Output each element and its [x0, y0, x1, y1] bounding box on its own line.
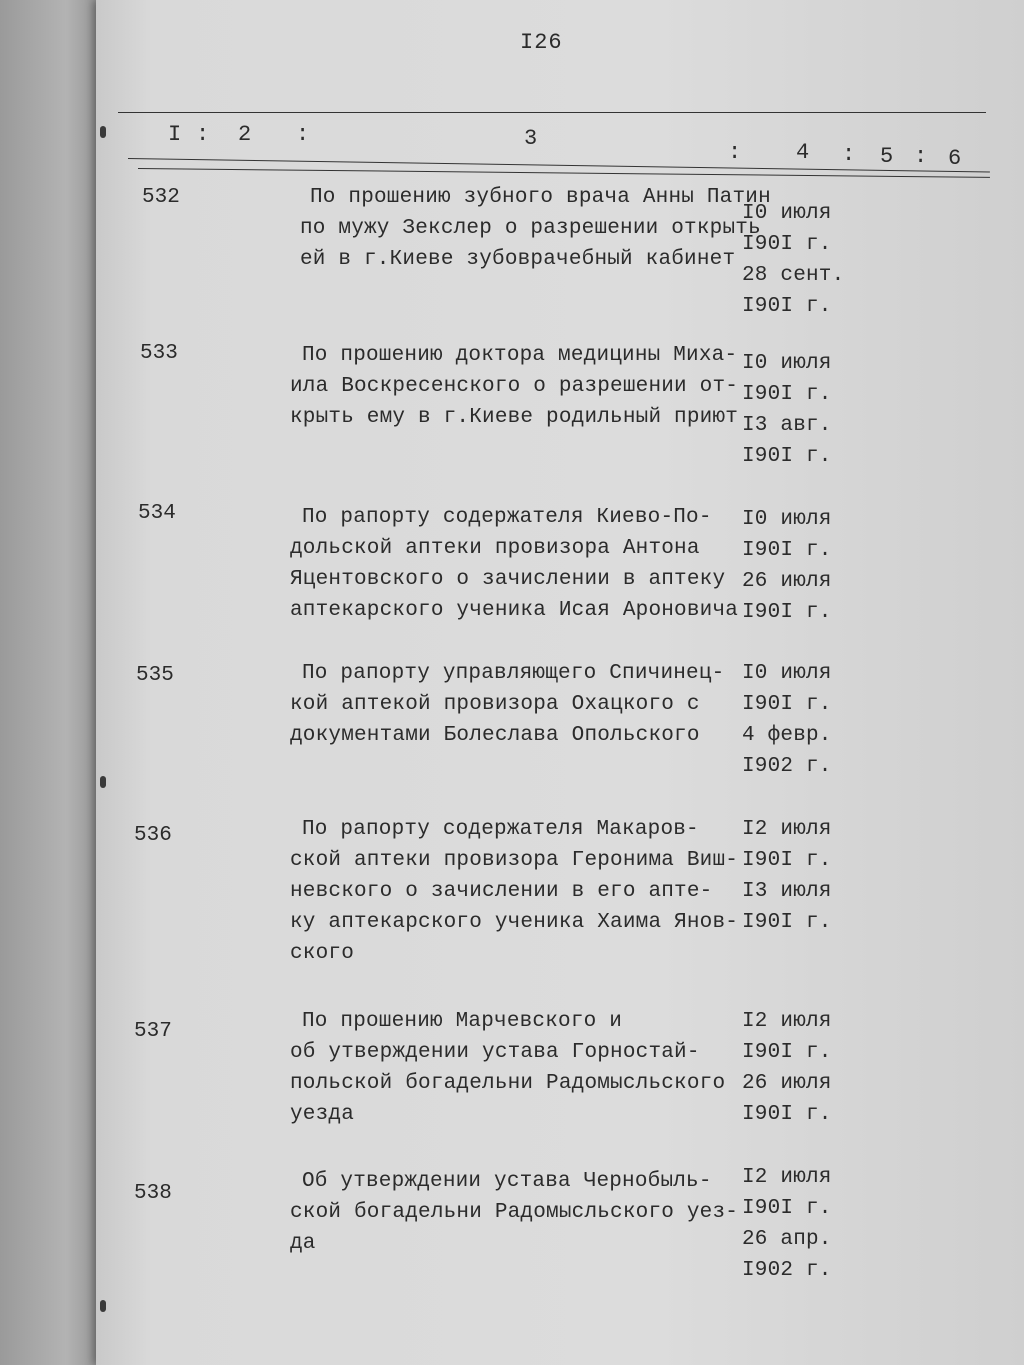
header-separator: : [914, 144, 929, 169]
entry-date: I90I г. [742, 383, 832, 406]
entry-date: 28 сент. [742, 264, 845, 287]
entry-text-line: По рапорту управляющего Спичинец- [302, 662, 725, 685]
entry-date: I2 июля [742, 818, 832, 841]
page-number: I26 [520, 30, 563, 55]
entry-text-line: По прошению Марчевского и [302, 1010, 623, 1033]
binding-hole [100, 1300, 106, 1312]
entry-text-line: ской богадельни Радомысльского уез- [290, 1201, 739, 1224]
entry-date: I0 июля [742, 352, 832, 375]
header-top-rule [118, 112, 986, 113]
entry-text-line: по мужу Зекслер о разрешении открыть [300, 217, 761, 240]
header-col-3: 3 [524, 126, 539, 151]
entry-number: 535 [136, 664, 174, 687]
adjacent-page-edge [0, 0, 110, 1365]
header-col-6: 6 [948, 146, 963, 171]
entry-date: I90I г. [742, 601, 832, 624]
entry-text-line: Об утверждении устава Чернобыль- [302, 1170, 712, 1193]
entry-text-line: польской богадельни Радомысльского [290, 1072, 726, 1095]
entry-text-line: По рапорту содержателя Киево-По- [302, 506, 712, 529]
entry-date: I902 г. [742, 755, 832, 778]
entry-date: I3 авг. [742, 414, 832, 437]
entry-text-line: крыть ему в г.Киеве родильный приют [290, 406, 739, 429]
entry-number: 532 [142, 186, 180, 209]
entry-number: 537 [134, 1020, 172, 1043]
entry-date: 26 июля [742, 570, 832, 593]
entry-date: I902 г. [742, 1259, 832, 1282]
entry-text-line: да [290, 1232, 316, 1255]
entry-date: I90I г. [742, 1041, 832, 1064]
entry-date: I0 июля [742, 508, 832, 531]
entry-number: 533 [140, 342, 178, 365]
entry-text-line: ей в г.Киеве зубоврачебный кабинет [300, 248, 736, 271]
entry-date: 26 июля [742, 1072, 832, 1095]
entry-date: I0 июля [742, 662, 832, 685]
entry-text-line: По рапорту содержателя Макаров- [302, 818, 699, 841]
entry-number: 534 [138, 502, 176, 525]
entry-date: I0 июля [742, 202, 832, 225]
entry-date: I90I г. [742, 1197, 832, 1220]
header-col-2: 2 [238, 122, 253, 147]
header-col-5: 5 [880, 144, 895, 169]
binding-hole [100, 126, 106, 138]
entry-text-line: По прошению доктора медицины Миха- [302, 344, 738, 367]
entry-date: I90I г. [742, 295, 832, 318]
entry-text-line: По прошению зубного врача Анны Патин [310, 186, 771, 209]
entry-text-line: документами Болеслава Опольского [290, 724, 700, 747]
entry-text-line: кой аптекой провизора Охацкого с [290, 693, 700, 716]
entry-number: 538 [134, 1182, 172, 1205]
header-col-1: I [168, 122, 183, 147]
entry-date: I2 июля [742, 1166, 832, 1189]
header-separator: : [296, 122, 311, 147]
entry-date: 4 февр. [742, 724, 832, 747]
entry-text-line: ила Воскресенского о разрешении от- [290, 375, 739, 398]
binding-hole [100, 776, 106, 788]
entry-date: I90I г. [742, 233, 832, 256]
entry-date: I90I г. [742, 445, 832, 468]
entry-date: I90I г. [742, 1103, 832, 1126]
entry-number: 536 [134, 824, 172, 847]
entry-text-line: ской аптеки провизора Геронима Виш- [290, 849, 739, 872]
entry-text-line: ского [290, 942, 355, 965]
entry-text-line: дольской аптеки провизора Антона [290, 537, 700, 560]
entry-text-line: аптекарского ученика Исая Ароновича [290, 599, 739, 622]
entry-date: I90I г. [742, 911, 832, 934]
entry-text-line: Яцентовского о зачислении в аптеку [290, 568, 726, 591]
entry-date: I90I г. [742, 539, 832, 562]
header-col-4: 4 [796, 140, 811, 165]
entry-text-line: об утверждении устава Горностай- [290, 1041, 700, 1064]
header-separator: : [196, 122, 211, 147]
entry-text-line: ку аптекарского ученика Хаима Янов- [290, 911, 739, 934]
entry-date: I90I г. [742, 849, 832, 872]
entry-date: 26 апр. [742, 1228, 832, 1251]
header-separator: : [728, 140, 743, 165]
entry-text-line: невского о зачислении в его апте- [290, 880, 713, 903]
entry-date: I90I г. [742, 693, 832, 716]
entry-date: I2 июля [742, 1010, 832, 1033]
header-separator: : [842, 142, 857, 167]
entry-date: I3 июля [742, 880, 832, 903]
entry-text-line: уезда [290, 1103, 355, 1126]
